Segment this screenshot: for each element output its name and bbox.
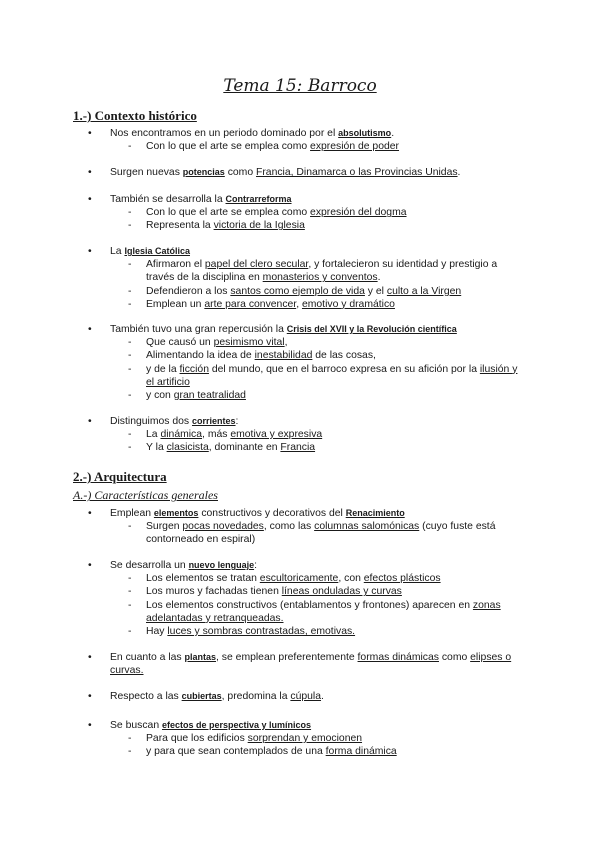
list-item: • También tuvo una gran repercusión la Crisis del XVII y la Revolución científica — [88, 323, 528, 336]
list-item: • Emplean elementos constructivos y decorativos del Renacimiento — [88, 507, 528, 520]
sub-list-item: - Alimentando la idea de inestabilidad de las cosas, — [88, 349, 528, 362]
subsection-heading: A.-) Características generales — [73, 488, 218, 502]
list-item: • En cuanto a las plantas, se emplean preferentemente formas dinámicas como elipses o curvas. — [88, 651, 528, 677]
page-title: Tema 15: Barroco — [223, 76, 377, 96]
bullet-plantas — [88, 651, 528, 677]
sub-list-item: - Afirmaron el papel del clero secular, y fortalecieron su identidad y prestigio a través de la disciplina en monasterios y conventos. — [88, 258, 528, 284]
sub-list-item: - Los elementos constructivos (entablamentos y frontones) aparecen en zonas adelantadas y retranqueadas. — [88, 599, 528, 625]
bullet-crisis — [88, 323, 528, 402]
sub-list-item: - Emplean un arte para convencer, emotivo y dramático — [88, 298, 528, 311]
sub-list-item: - y para que sean contemplados de una forma dinámica — [88, 745, 528, 758]
sub-list-item: - Y la clasicista, dominante en Francia — [88, 441, 528, 454]
bullet-corrientes — [88, 415, 528, 455]
sub-list-item: - Hay luces y sombras contrastadas, emotivas. — [88, 625, 528, 638]
bullet-cubiertas — [88, 690, 528, 703]
bullet-lenguaje — [88, 559, 528, 638]
list-item: • También se desarrolla la Contrarreforma — [88, 193, 528, 206]
list-item: • Distinguimos dos corrientes: — [88, 415, 528, 428]
sub-list-item: - y de la ficción del mundo, que en el barroco expresa en su afición por la ilusión y el artificio — [88, 363, 528, 389]
sub-list-item: - La dinámica, más emotiva y expresiva — [88, 428, 528, 441]
list-item: • Nos encontramos en un periodo dominado por el absolutismo. — [88, 127, 528, 140]
sub-list-item: - Con lo que el arte se emplea como expresión de poder — [88, 140, 528, 153]
sub-list-item: - Los muros y fachadas tienen líneas onduladas y curvas — [88, 585, 528, 598]
list-item: • Se buscan efectos de perspectiva y lumínicos — [88, 719, 528, 732]
bullet-absolutismo — [88, 127, 528, 153]
section-heading-arquitectura: 2.-) Arquitectura — [73, 469, 167, 484]
bullet-contrarreforma — [88, 193, 528, 233]
section-heading-contexto: 1.-) Contexto histórico — [73, 108, 197, 123]
bullet-efectos — [88, 719, 528, 759]
sub-list-item: - Con lo que el arte se emplea como expresión del dogma — [88, 206, 528, 219]
list-item: • La Iglesia Católica — [88, 245, 528, 258]
sub-list-item: - Defendieron a los santos como ejemplo de vida y el culto a la Virgen — [88, 285, 528, 298]
list-item: • Respecto a las cubiertas, predomina la cúpula. — [88, 690, 528, 703]
bullet-elementos — [88, 507, 528, 547]
sub-list-item: - Los elementos se tratan escultoricamente, con efectos plásticos — [88, 572, 528, 585]
bullet-potencias — [88, 166, 528, 179]
bullet-iglesia — [88, 245, 528, 311]
sub-list-item: - y con gran teatralidad — [88, 389, 528, 402]
sub-list-item: - Que causó un pesimismo vital, — [88, 336, 528, 349]
sub-list-item: - Representa la victoria de la Iglesia — [88, 219, 528, 232]
list-item: • Surgen nuevas potencias como Francia, Dinamarca o las Provincias Unidas. — [88, 166, 528, 179]
list-item: • Se desarrolla un nuevo lenguaje: — [88, 559, 528, 572]
sub-list-item: - Surgen pocas novedades, como las columnas salomónicas (cuyo fuste está contorneado en espiral) — [88, 520, 528, 546]
sub-list-item: - Para que los edificios sorprendan y emocionen — [88, 732, 528, 745]
